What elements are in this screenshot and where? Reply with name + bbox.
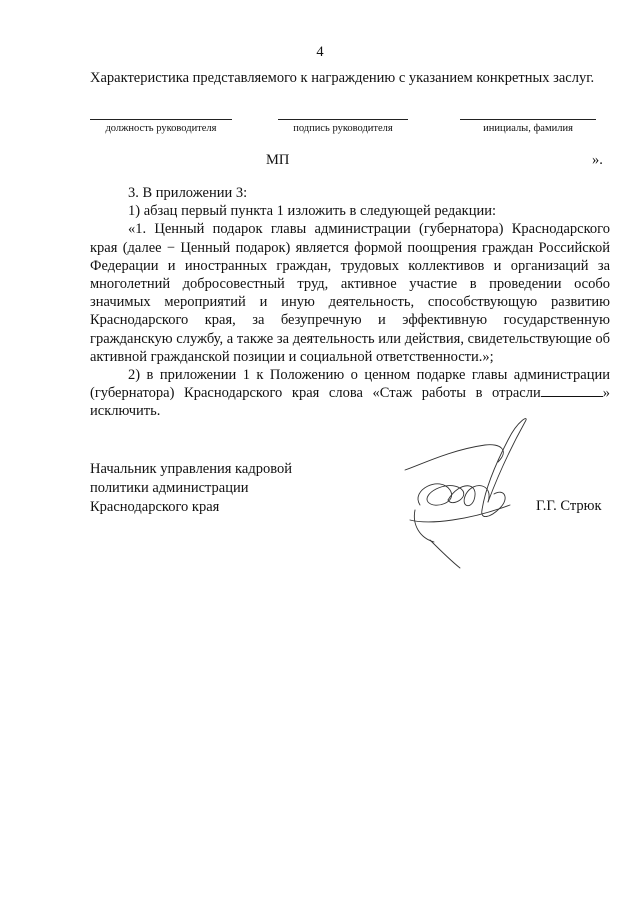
signer-block	[90, 460, 292, 517]
page-number: 4	[316, 44, 324, 60]
signature-label-signature: подпись руководителя	[293, 123, 393, 134]
handwritten-signature	[390, 410, 540, 570]
paragraph-3: 3. В приложении 3:	[128, 185, 248, 201]
quote-close: ».	[592, 152, 603, 168]
signature-line-signature	[278, 119, 408, 120]
blank-underline	[541, 385, 603, 397]
paragraph-3-2-after: » исключить.	[90, 385, 610, 420]
paragraph-3-1: 1) абзац первый пункта 1 изложить в следующей редакции:	[128, 203, 497, 220]
signer-title-line-2: политики администрации	[90, 480, 249, 496]
signature-label-position: должность руководителя	[105, 123, 217, 134]
stamp-placeholder-label: МП	[266, 152, 290, 168]
signer-title-line-1: Начальник управления кадровой	[90, 461, 292, 477]
signature-label-name: инициалы, фамилия	[483, 123, 573, 134]
signature-line-name	[460, 119, 596, 120]
document-body	[90, 184, 610, 421]
paragraph-3-2-before: 2) в приложении 1 к Положению о ценном подарке главы администрации (губернатора) Краснодарского края слова «Стаж работы в отрасли	[90, 367, 610, 402]
paragraph-3-1-text: «1. Ценный подарок главы администрации (губернатора) Краснодарского края (далее − Ценный подарок) является формой поощрения граждан Российской Федерации и иностранных граждан, трудовых коллективов и организаций за многолетний добросовестный труд, активное участие в проведении особо значимых мероприятий и иную деятельность, способствующую развитию Краснодарского края, за безупречную и эффективную государственную гражданскую службу, а также за деятельность или действия, свидетельствующие об активной гражданской позиции и социальной ответственности.»;	[90, 221, 610, 365]
signer-name: Г.Г. Стрюк	[536, 498, 602, 514]
signature-line-position	[90, 119, 232, 120]
characteristic-line: Характеристика представляемого к награждению с указанием конкретных заслуг.	[90, 70, 595, 86]
signer-title-line-3: Краснодарского края	[90, 499, 220, 515]
